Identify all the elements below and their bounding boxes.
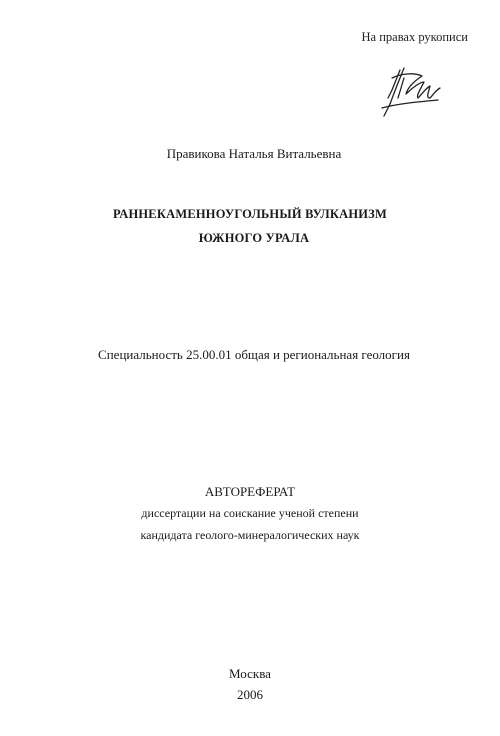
year: 2006 <box>237 687 263 702</box>
degree-description-line-2: кандидата геолого-минералогических наук <box>140 528 360 542</box>
degree-description-line-1: диссертации на соискание ученой степени <box>141 506 359 520</box>
abstract-heading: АВТОРЕФЕРАТ <box>204 484 296 499</box>
author-name: Правикова Наталья Витальевна <box>166 146 342 161</box>
handwritten-signature <box>378 64 450 122</box>
rights-notice: На правах рукописи <box>361 30 468 44</box>
dissertation-title-line-2: ЮЖНОГО УРАЛА <box>198 231 310 245</box>
specialty-line: Специальность 25.00.01 общая и региональная геология <box>98 347 410 362</box>
dissertation-title-line-1: РАННЕКАМЕННОУГОЛЬНЫЙ ВУЛКАНИЗМ <box>113 207 387 221</box>
city: Москва <box>229 666 271 681</box>
